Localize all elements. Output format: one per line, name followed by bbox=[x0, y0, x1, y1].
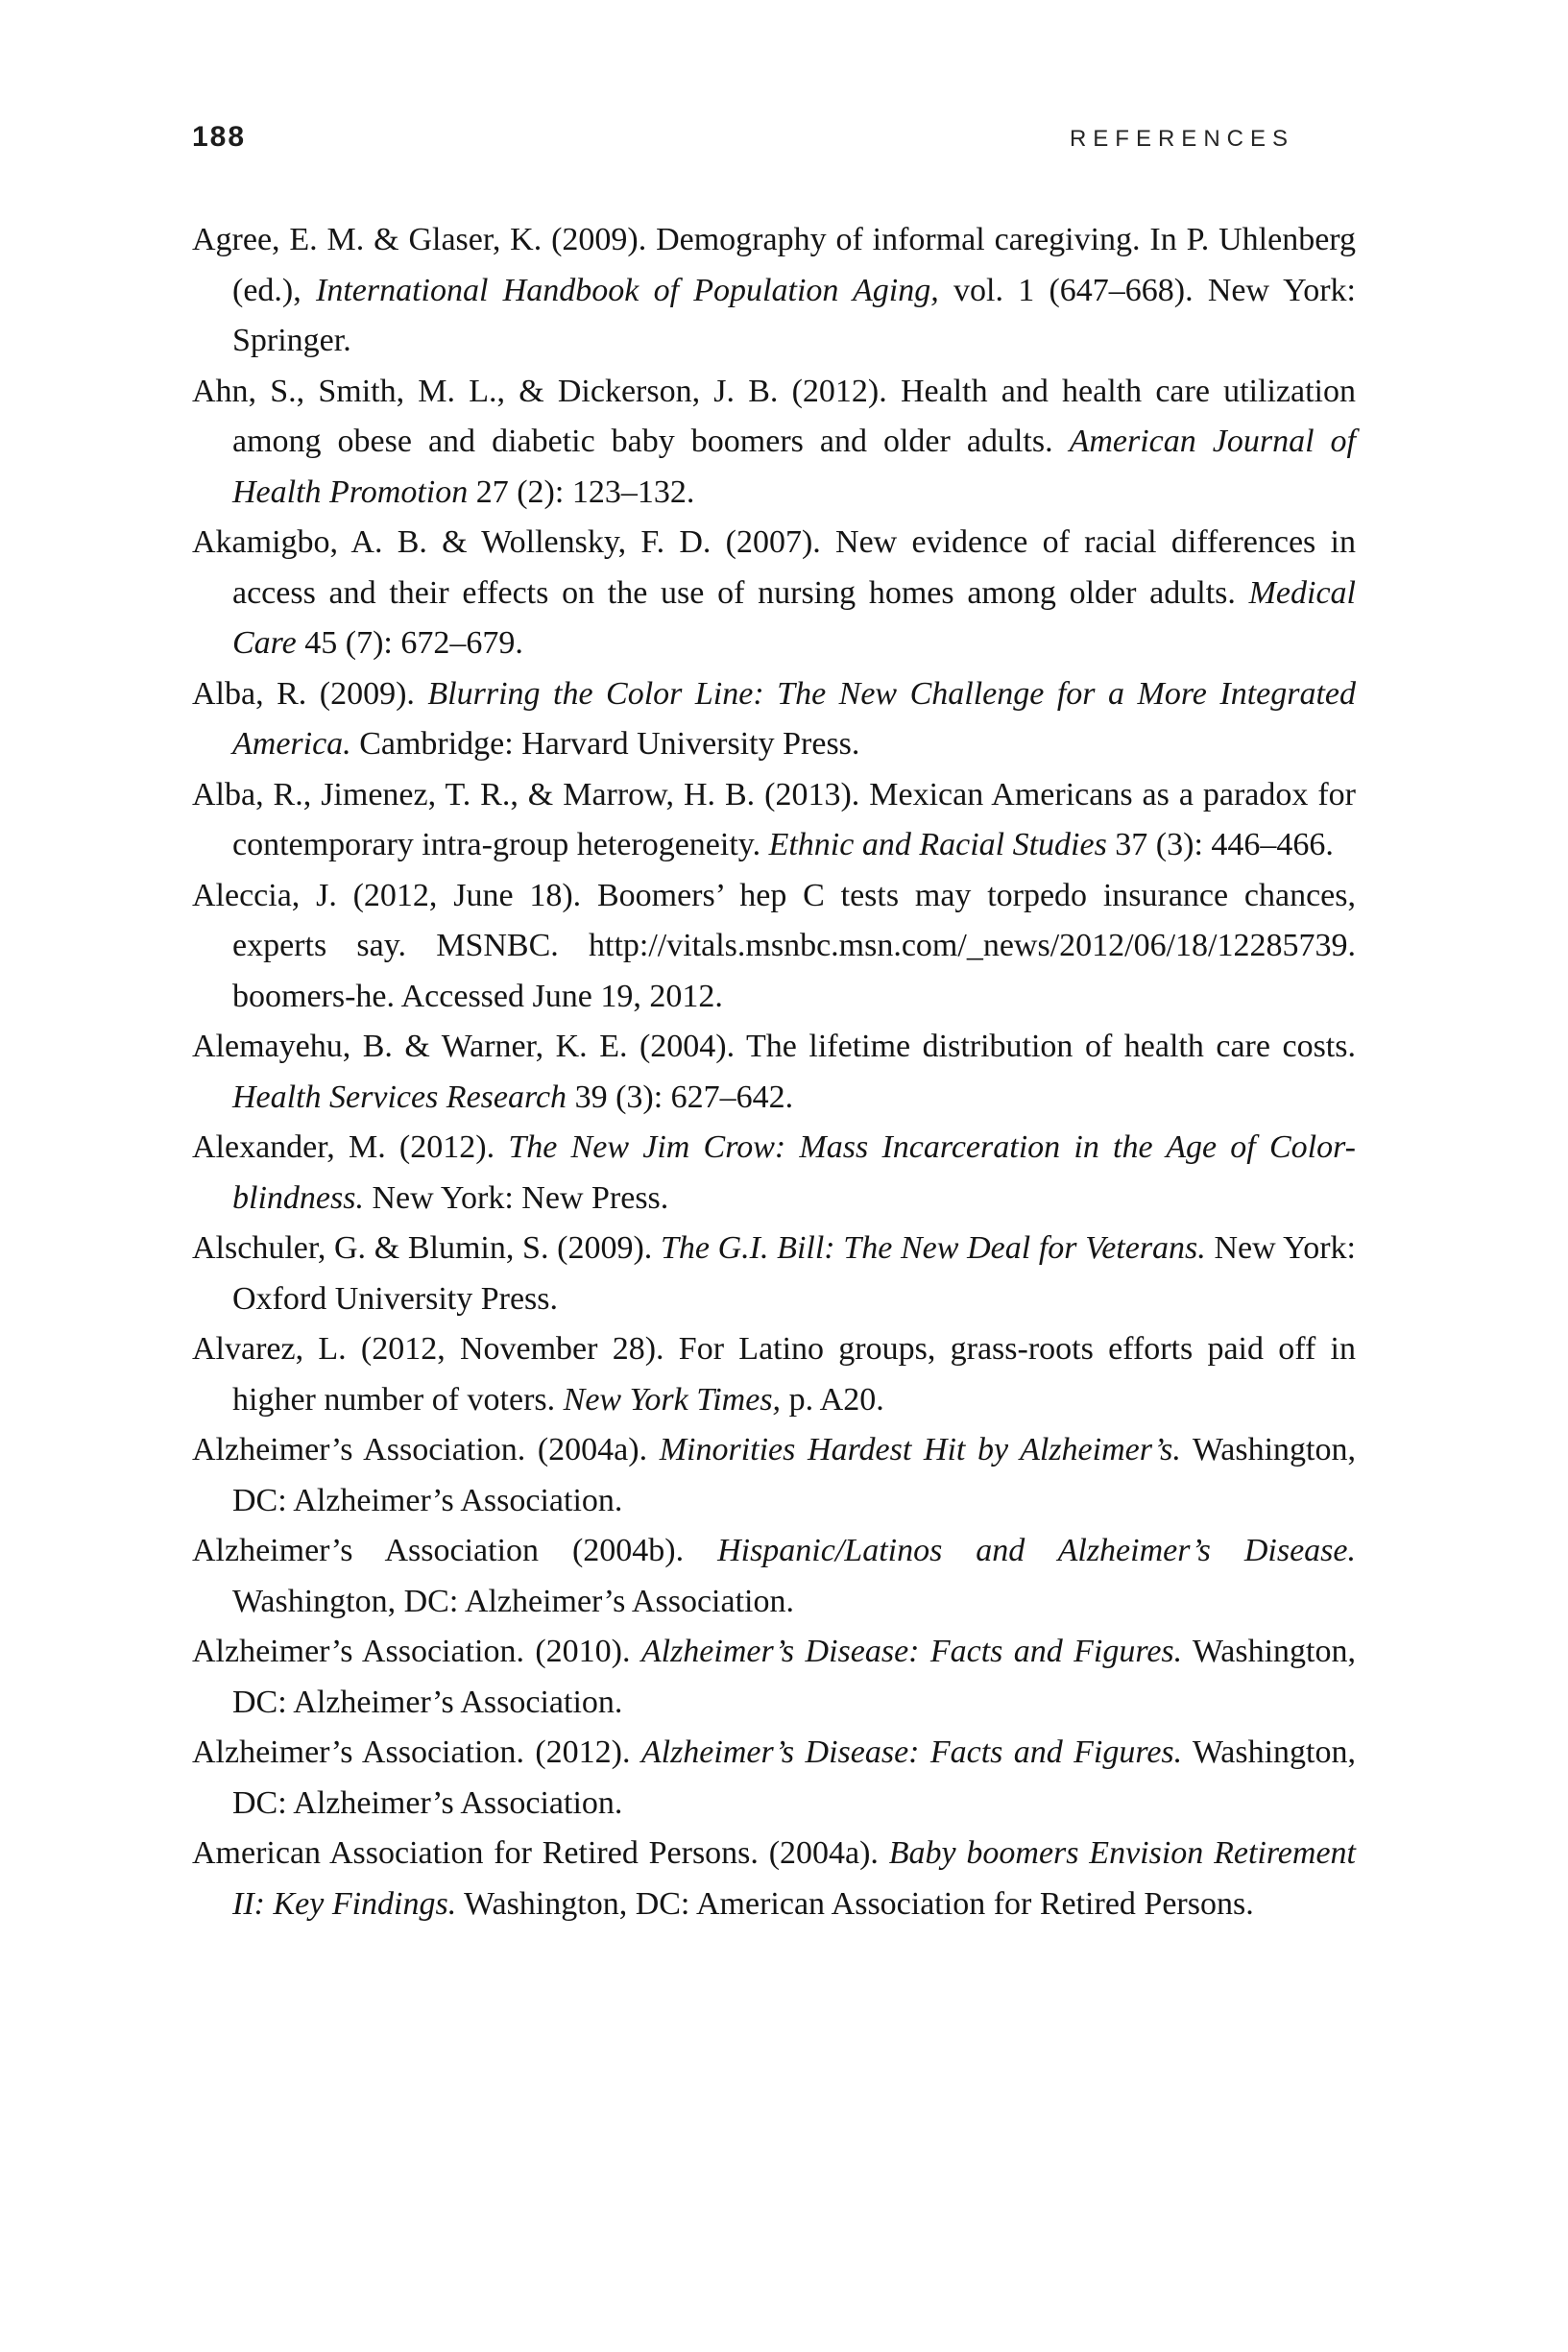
work-title: International Handbook of Population Aging, bbox=[316, 272, 939, 308]
reference-text: Alschuler, G. & Blumin, S. (2009). bbox=[192, 1230, 661, 1266]
work-title: Health Services Research bbox=[232, 1079, 567, 1115]
reference-text: New York: Oxford University Press. bbox=[232, 1230, 1357, 1317]
reference-text: Aleccia, J. (2012, June 18). Boomers’ hep C tests may torpedo insurance chances, experts say. MSNBC. http://vitals.msnbc.msn.com/_news/2012/06/18/12285739. boomers-he. Accessed June 19, 2012. bbox=[192, 877, 1356, 1014]
reference-entry bbox=[192, 1123, 1356, 1224]
reference-text: Alvarez, L. (2012, November 28). For Latino groups, grass-roots efforts paid off in higher number of voters. bbox=[192, 1331, 1356, 1418]
running-head: REFERENCES bbox=[1069, 126, 1294, 152]
work-title: Minorities Hardest Hit by Alzheimer’s. bbox=[659, 1432, 1181, 1467]
page-header bbox=[192, 121, 1294, 154]
reference-text: Ahn, S., Smith, M. L., & Dickerson, J. B. (2012). Health and health care utilization among obese and diabetic baby boomers and older adults. bbox=[192, 373, 1356, 459]
reference-entry bbox=[192, 367, 1356, 519]
work-title: Alzheimer’s Disease: Facts and Figures. bbox=[640, 1634, 1183, 1669]
work-title: Baby boomers Envision Retirement II: Key Findings. bbox=[232, 1835, 1356, 1922]
reference-text: Washington, DC: American Association for Retired Persons. bbox=[456, 1885, 1254, 1922]
work-title: The New Jim Crow: Mass Incarceration in the Age of Color-blindness. bbox=[232, 1129, 1356, 1216]
work-title: Hispanic/Latinos and Alzheimer’s Disease. bbox=[717, 1533, 1356, 1568]
reference-text: Washington, DC: Alzheimer’s Association. bbox=[232, 1634, 1356, 1720]
reference-entry bbox=[192, 1526, 1356, 1627]
reference-entry bbox=[192, 1324, 1356, 1425]
reference-text: Alzheimer’s Association. (2010). bbox=[192, 1634, 641, 1669]
work-title: New York Times, bbox=[563, 1381, 782, 1418]
reference-text: American Association for Retired Persons. (2004a). bbox=[192, 1835, 889, 1871]
reference-text: Alzheimer’s Association. (2012). bbox=[192, 1734, 641, 1770]
work-title: Blurring the Color Line: The New Challenge for a More Integrated America. bbox=[232, 675, 1357, 762]
reference-entry bbox=[192, 770, 1356, 871]
reference-text: Cambridge: Harvard University Press. bbox=[350, 726, 860, 762]
reference-entry bbox=[192, 871, 1356, 1023]
reference-text: 39 (3): 627–642. bbox=[567, 1079, 794, 1115]
reference-text: 27 (2): 123–132. bbox=[468, 473, 695, 510]
reference-text: Alba, R. (2009). bbox=[192, 675, 428, 712]
work-title: Medical Care bbox=[232, 574, 1356, 661]
reference-text: Akamigbo, A. B. & Wollensky, F. D. (2007). New evidence of racial differences in access and their effects on the use of nursing homes among older adults. bbox=[192, 524, 1356, 611]
reference-entry bbox=[192, 1224, 1356, 1324]
reference-entry bbox=[192, 215, 1356, 367]
reference-text: Alba, R., Jimenez, T. R., & Marrow, H. B. (2013). Mexican Americans as a paradox for contemporary intra-group heterogeneity. bbox=[192, 776, 1356, 862]
page-number: 188 bbox=[192, 121, 247, 153]
reference-entry bbox=[192, 1728, 1356, 1829]
reference-entry bbox=[192, 1829, 1356, 1929]
work-title: Ethnic and Racial Studies bbox=[768, 827, 1107, 862]
reference-entry bbox=[192, 1425, 1356, 1526]
work-title: Alzheimer’s Disease: Facts and Figures. bbox=[640, 1734, 1183, 1770]
reference-text: vol. 1 (647–668). New York: Springer. bbox=[232, 272, 1356, 358]
reference-text: Alexander, M. (2012). bbox=[192, 1129, 509, 1165]
reference-text: Alemayehu, B. & Warner, K. E. (2004). The lifetime distribution of health care costs. bbox=[192, 1029, 1356, 1064]
work-title: The G.I. Bill: The New Deal for Veterans. bbox=[660, 1230, 1206, 1266]
reference-text: Alzheimer’s Association (2004b). bbox=[192, 1533, 718, 1568]
reference-text: Washington, DC: Alzheimer’s Association. bbox=[232, 1432, 1357, 1518]
reference-text: 45 (7): 672–679. bbox=[296, 625, 523, 661]
reference-text: Washington, DC: Alzheimer’s Association. bbox=[232, 1734, 1356, 1821]
reference-text: 37 (3): 446–466. bbox=[1106, 827, 1334, 862]
reference-text: p. A20. bbox=[781, 1381, 884, 1418]
reference-text: New York: New Press. bbox=[363, 1179, 669, 1216]
reference-text: Washington, DC: Alzheimer’s Association. bbox=[232, 1583, 794, 1619]
references-list bbox=[192, 215, 1356, 1929]
reference-entry bbox=[192, 669, 1356, 770]
reference-text: Alzheimer’s Association. (2004a). bbox=[192, 1432, 660, 1467]
work-title: American Journal of Health Promotion bbox=[232, 424, 1356, 510]
reference-entry bbox=[192, 1022, 1356, 1123]
reference-entry bbox=[192, 1627, 1356, 1728]
reference-text: Agree, E. M. & Glaser, K. (2009). Demography of informal caregiving. In P. Uhlenberg (ed.), bbox=[192, 222, 1356, 308]
reference-entry bbox=[192, 518, 1356, 669]
